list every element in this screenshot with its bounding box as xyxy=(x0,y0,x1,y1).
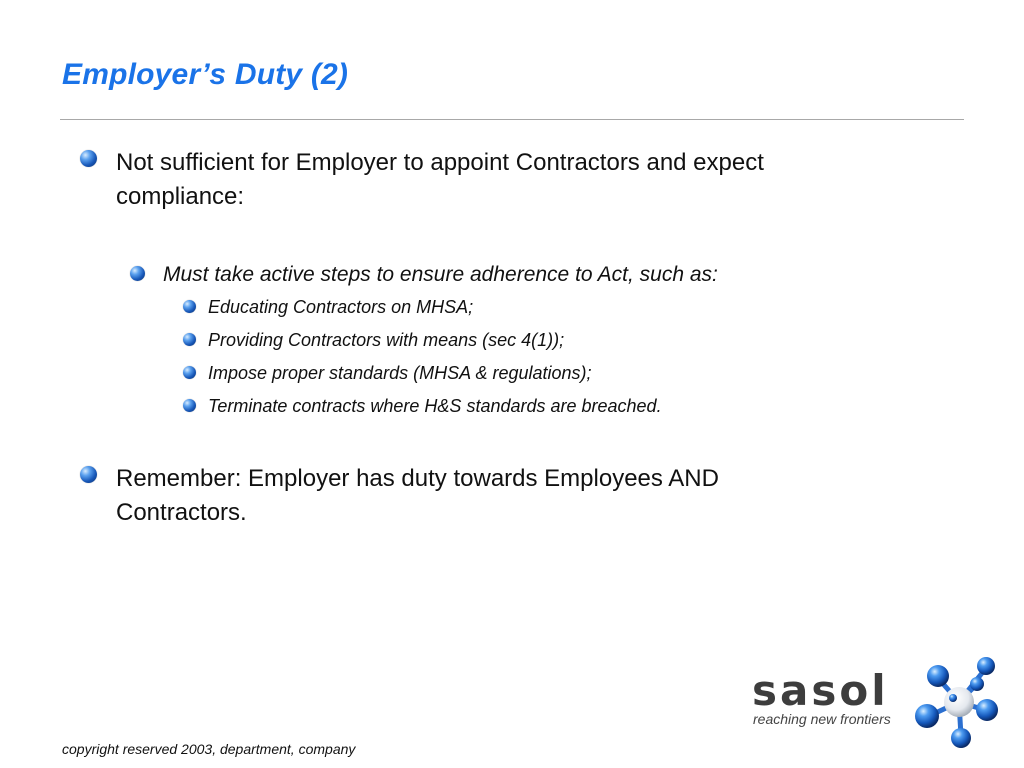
bullet-text: Not sufficient for Employer to appoint Contractors and expect compliance: xyxy=(116,149,764,210)
bullet-icon xyxy=(80,466,97,483)
slide-title: Employer’s Duty (2) xyxy=(62,58,349,91)
bullet-icon xyxy=(130,266,145,281)
logo-wordmark: sasol xyxy=(752,666,889,715)
sub-sub-bullet-text: Providing Contractors with means (sec 4(1)); xyxy=(208,330,565,350)
bullet-icon xyxy=(183,366,196,379)
molecule-icon xyxy=(915,654,999,750)
sub-sub-bullet-text: Impose proper standards (MHSA & regulations); xyxy=(208,363,592,383)
title-divider xyxy=(60,119,964,120)
bullet-icon xyxy=(183,300,196,313)
company-logo xyxy=(750,654,1000,754)
bullet-icon xyxy=(183,399,196,412)
sub-bullet-text: Must take active steps to ensure adherence to Act, such as: xyxy=(163,263,718,286)
sub-sub-bullet-text: Terminate contracts where H&S standards are breached. xyxy=(208,396,662,416)
bullet-icon xyxy=(80,150,97,167)
logo-tagline: reaching new frontiers xyxy=(753,711,891,727)
bullet-icon xyxy=(183,333,196,346)
footer-copyright: copyright reserved 2003, department, company xyxy=(62,741,356,757)
sub-sub-bullet-text: Educating Contractors on MHSA; xyxy=(208,297,474,317)
bullet-text: Remember: Employer has duty towards Employees AND Contractors. xyxy=(116,465,719,526)
